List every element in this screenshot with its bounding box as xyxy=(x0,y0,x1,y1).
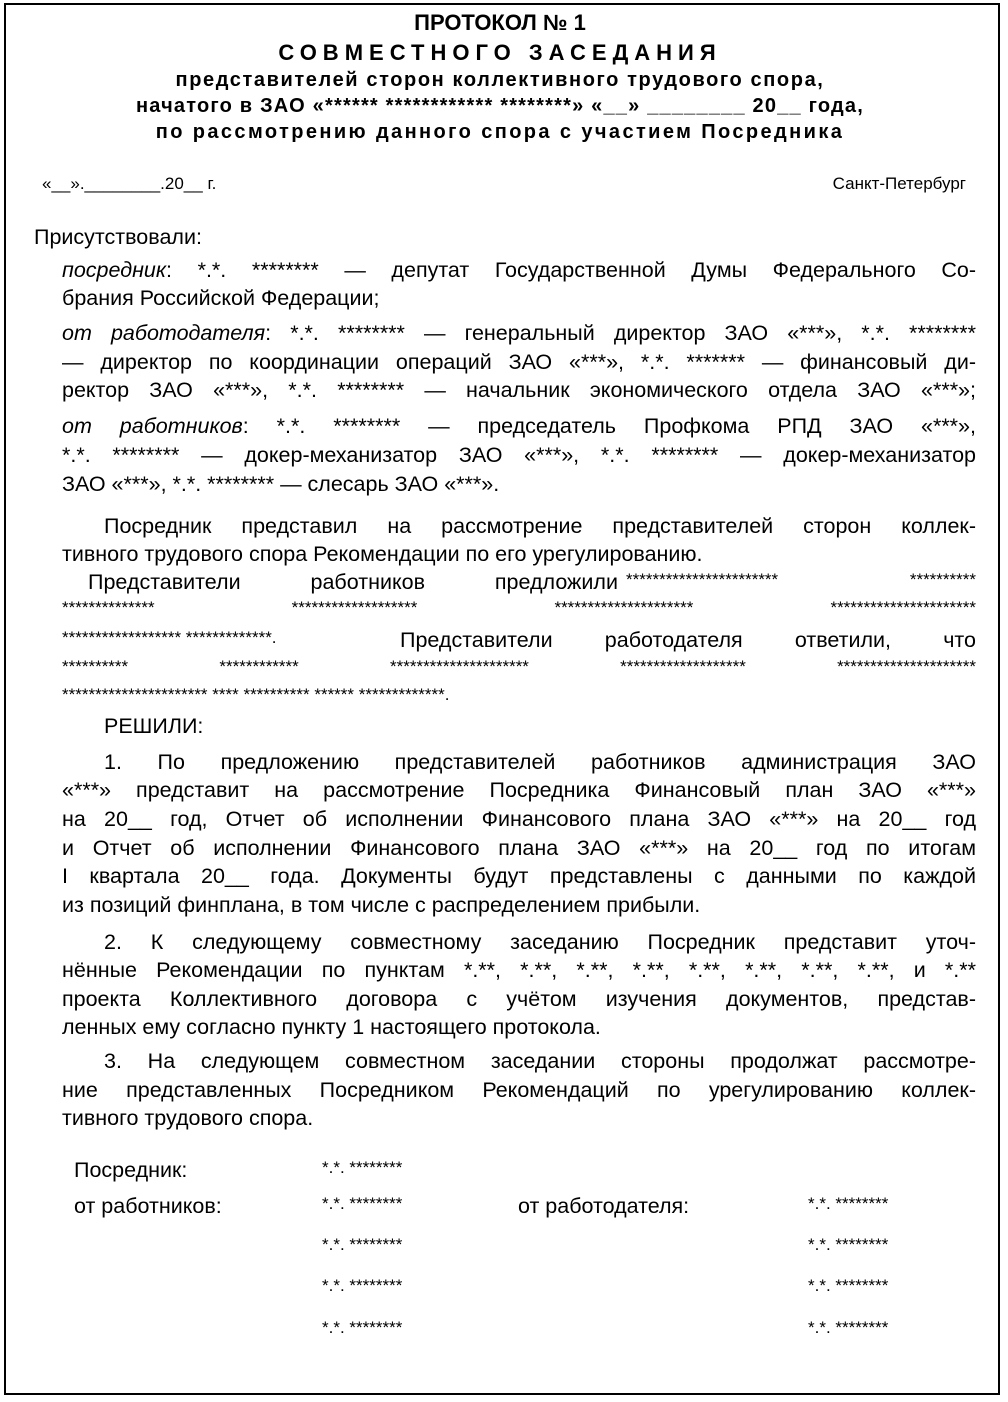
present-heading: Присутствовали: xyxy=(34,225,202,249)
mediator-text: : *.*. ******** — депутат Государственной Думы Федерального Со- xyxy=(166,258,976,282)
signature-worker-name: *.*. ******** xyxy=(322,1318,403,1337)
document-subtitle: СОВМЕСТНОГО ЗАСЕДАНИЯ xyxy=(278,40,722,65)
signature-employer-name: *.*. ******** xyxy=(808,1194,889,1213)
paragraph-2-stars-4: ********** ************ ********************* ******************* ********************* xyxy=(62,657,976,676)
paragraph-2-line-1: Представители работников предложили xyxy=(88,570,618,594)
meeting-city: Санкт-Петербург xyxy=(832,174,966,193)
item-1-line-5: I квартала 20__ года. Документы будут представлены с данными по каждой xyxy=(62,864,976,888)
item-3-line-1: 3. На следующем совместном заседании стороны продолжат рассмотре- xyxy=(104,1049,976,1073)
signature-workers-label: от работников: xyxy=(74,1194,222,1218)
paragraph-2-stars-5: ********************** **** ********** ****** *************. xyxy=(62,685,450,704)
item-2-line-2: нённые Рекомендации по пунктам *.**, *.**, *.**, *.**, *.**, *.**, *.**, *.**, и *.** xyxy=(62,958,976,982)
present-mediator-line-1 xyxy=(62,256,976,284)
signature-employer-name: *.*. ******** xyxy=(808,1318,889,1337)
signature-worker-name: *.*. ******** xyxy=(322,1194,403,1213)
document-title: ПРОТОКОЛ № 1 xyxy=(414,10,586,35)
item-3-line-3: тивного трудового спора. xyxy=(62,1106,314,1130)
workers-text: : *.*. ******** — председатель Профкома РПД ЗАО «***», xyxy=(242,414,976,438)
paragraph-2-line-3: Представители работодателя ответили, что xyxy=(400,628,976,652)
meeting-date: «__».________.20__ г. xyxy=(42,174,217,193)
workers-label: от работников xyxy=(62,414,243,438)
present-employer-line-1 xyxy=(62,319,976,347)
item-2-line-4: ленных ему согласно пункту 1 настоящего протокола. xyxy=(62,1015,601,1039)
present-employer-line-3: ректор ЗАО «***», *.*. ******** — начальник экономического отдела ЗАО «***»; xyxy=(62,378,976,402)
signature-mediator-label: Посредник: xyxy=(74,1158,188,1182)
present-employer-line-2: — директор по координации операций ЗАО «***», *.*. ******* — финансовый ди- xyxy=(62,350,976,374)
signature-mediator-name: *.*. ******** xyxy=(322,1158,403,1177)
header-line-5: по рассмотрению данного спора с участием Посредника xyxy=(155,121,845,143)
item-1-line-3: на 20__ год, Отчет об исполнении Финансового плана ЗАО «***» на 20__ год xyxy=(62,807,976,831)
present-workers-line-3: ЗАО «***», *.*. ******** — слесарь ЗАО «***». xyxy=(62,472,500,496)
signature-employer-name: *.*. ******** xyxy=(808,1276,889,1295)
header-line-4: начатого в ЗАО «****** ************ ********» «__» ________ 20__ года, xyxy=(135,95,864,117)
signature-worker-name: *.*. ******** xyxy=(322,1235,403,1254)
paragraph-2-stars-3: ****************** *************. xyxy=(62,628,277,647)
employer-label: от работодателя xyxy=(62,321,266,345)
item-1-line-2: «***» представит на рассмотрение Посредника Финансовый план ЗАО «***» xyxy=(62,778,976,802)
item-1-line-1: 1. По предложению представителей работников администрация ЗАО xyxy=(104,750,976,774)
present-mediator-line-2: брания Российской Федерации; xyxy=(62,286,380,310)
signature-worker-name: *.*. ******** xyxy=(322,1276,403,1295)
mediator-label: посредник xyxy=(62,258,167,282)
employer-text: : *.*. ******** — генеральный директор ЗАО «***», *.*. ******** xyxy=(265,321,976,345)
paragraph-1-line-1: Посредник представил на рассмотрение представителей сторон коллек- xyxy=(104,514,976,538)
signature-employer-name: *.*. ******** xyxy=(808,1235,889,1254)
signature-employer-label: от работодателя: xyxy=(518,1194,690,1218)
item-3-line-2: ние представленных Посредником Рекомендаций по урегулированию коллек- xyxy=(62,1078,976,1102)
item-1-line-4: и Отчет об исполнении Финансового плана ЗАО «***» на 20__ год по итогам xyxy=(62,836,976,860)
present-workers-line-2: *.*. ******** — докер-механизатор ЗАО «***», *.*. ******** — докер-механизатор xyxy=(62,443,976,467)
present-workers-line-1 xyxy=(62,412,976,440)
paragraph-1-line-2: тивного трудового спора Рекомендации по его урегулированию. xyxy=(62,542,703,566)
item-2-line-1: 2. К следующему совместному заседанию Посредник представит уточ- xyxy=(104,930,976,954)
decision-heading: РЕШИЛИ: xyxy=(104,714,204,738)
item-2-line-3: проекта Коллективного договора с учётом изучения документов, представ- xyxy=(62,987,976,1011)
header-line-3: представителей сторон коллективного трудового спора, xyxy=(175,69,825,91)
paragraph-2-stars-2: ************** ******************* ********************* ********************** xyxy=(62,598,976,617)
item-1-line-6: из позиций финплана, в том числе с распределением прибыли. xyxy=(62,893,701,917)
paragraph-2-stars-1: *********************** ********** xyxy=(626,570,976,589)
